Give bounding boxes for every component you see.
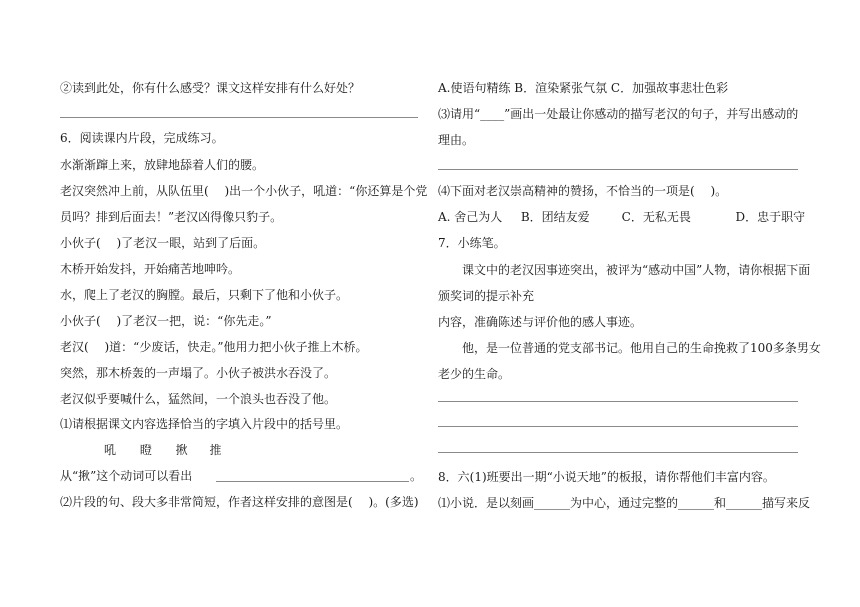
word-choice: 揪 — [175, 443, 188, 457]
word-choice: 吼 — [104, 443, 117, 457]
passage-line: 老汉突然冲上前，从队伍里( )出一个小伙子，吼道：“你还算是个党 — [60, 184, 428, 198]
word-choice: 瞪 — [139, 443, 152, 457]
option: B．团结友爱 — [520, 210, 590, 224]
passage-line: 小伙子( )了老汉一把，说：“你先走。” — [60, 314, 272, 328]
passage-line: 木桥开始发抖，开始痛苦地呻吟。 — [60, 262, 241, 276]
sub-question-4-options — [438, 211, 805, 223]
question-6-title: 6．阅读课内片段，完成练习。 — [60, 131, 224, 145]
sub-question-2-options: A.使语句精练 B．渲染紧张气氛 C．加强故事悲壮色彩 — [438, 81, 729, 95]
option: D．忠于职守 — [735, 210, 806, 224]
question-7-title: 7．小练笔。 — [438, 236, 506, 250]
passage-line: 员吗？排到后面去！”老汉凶得像只豹子。 — [60, 210, 283, 224]
sub-question-1b: 从“揪”这个动词可以看出 — [60, 469, 193, 483]
passage-line: 老汉( )道：“少废话，快走。”他用力把小伙子推上木桥。 — [60, 340, 368, 354]
option: C．无私无畏 — [621, 210, 691, 224]
sub-question-4: ⑷下面对老汉崇高精神的赞扬，不恰当的一项是( )。 — [438, 184, 728, 198]
question-7-text: 课文中的老汉因事迹突出，被评为“感动中国”人物，请你根据下面 — [462, 263, 811, 277]
option: A. 舍己为人 — [438, 210, 503, 224]
answer-line — [438, 169, 798, 170]
sub-question-3-cont: 理由。 — [438, 133, 475, 147]
passage-line: 突然，那木桥轰的一声塌了。小伙子被洪水吞没了。 — [60, 366, 337, 380]
answer-line — [438, 401, 798, 402]
sub-question-1: ⑴请根据课文内容选择恰当的字填入片段中的括号里。 — [60, 417, 349, 431]
sub-question-3: ⑶请用“____”画出一处最让你感动的描写老汉的句子，并写出感动的 — [438, 107, 799, 121]
sub-question-2: ⑵片段的句、段大多非常简短，作者这样安排的意图是( )。(多选) — [60, 495, 419, 509]
question-8-sub-1: ⑴小说．是以刻画______为中心，通过完整的______和______描写来反 — [438, 496, 811, 510]
answer-line — [438, 452, 798, 453]
passage-line: 水渐渐蹿上来，放肆地舔着人们的腰。 — [60, 158, 265, 172]
answer-line — [60, 117, 418, 118]
word-choice: 推 — [209, 443, 222, 457]
answer-blank — [216, 481, 409, 482]
question-7-text: 内容，准确陈述与评价他的感人事迹。 — [438, 315, 643, 329]
question-7-text: 他，是一位普通的党支部书记。他用自己的生命挽救了100多条男女 — [462, 341, 821, 355]
passage-line: 老汉似乎要喊什么，猛然间，一个浪头也吞没了他。 — [60, 392, 337, 406]
answer-line — [438, 426, 798, 427]
question-reflect: ②读到此处，你有什么感受？课文这样安排有什么好处？ — [60, 81, 361, 95]
question-8-title: 8．六(1)班要出一期“小说天地”的板报，请你帮他们丰富内容。 — [438, 470, 775, 484]
passage-line: 小伙子( )了老汉一眼，站到了后面。 — [60, 236, 266, 250]
passage-line: 水，爬上了老汉的胸膛。最后，只剩下了他和小伙子。 — [60, 288, 349, 302]
sub-question-1b-end: 。 — [410, 469, 423, 483]
word-choices — [104, 444, 222, 456]
question-7-text: 老少的生命。 — [438, 367, 511, 381]
question-7-text: 颁奖词的提示补充 — [438, 289, 535, 303]
